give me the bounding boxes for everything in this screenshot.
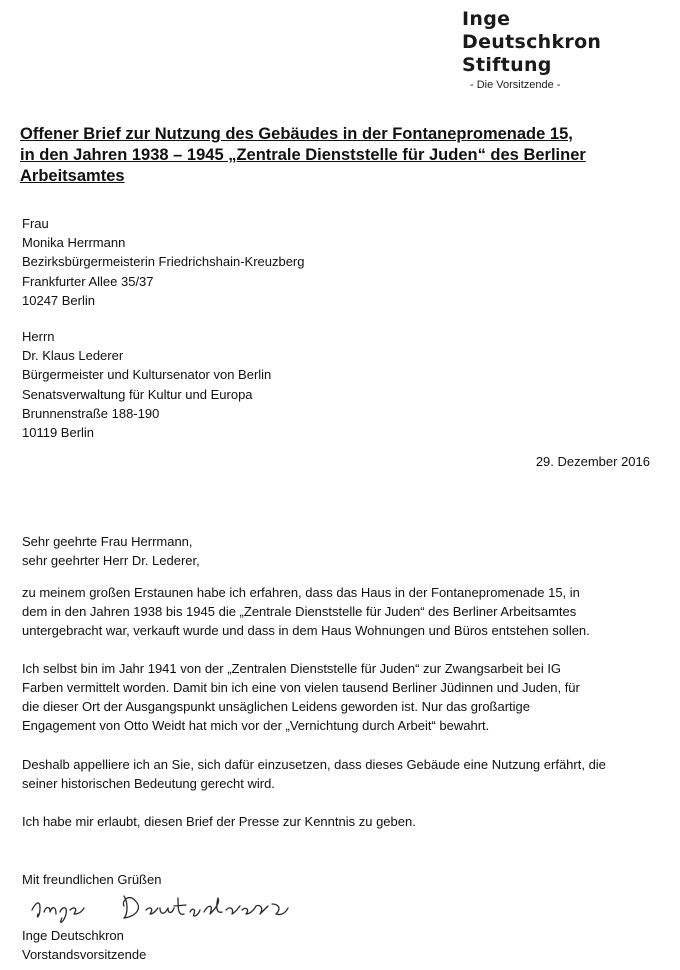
subject-line: in den Jahren 1938 – 1945 „Zentrale Dienststelle für Juden“ des Berliner <box>20 146 586 164</box>
paragraph-line: untergebracht war, verkauft wurde und dass in dem Haus Wohnungen und Büros entstehen sollen. <box>22 623 590 638</box>
body-paragraph-2 <box>22 659 652 735</box>
signer-block <box>22 926 146 964</box>
subject-line: Offener Brief zur Nutzung des Gebäudes in der Fontanepromenade 15, <box>20 125 573 143</box>
recipient-address-2 <box>22 327 271 442</box>
paragraph-line: Farben vermittelt worden. Damit bin ich eine von vielen tausend Berliner Jüdinnen und Juden, für <box>22 680 580 695</box>
subject-line: Arbeitsamtes <box>20 167 125 185</box>
paragraph-line: Deshalb appelliere ich an Sie, sich dafür einzusetzen, dass dieses Gebäude eine Nutzung erfährt, die <box>22 757 606 772</box>
paragraph-line: dem in den Jahren 1938 bis 1945 die „Zentrale Dienststelle für Juden“ des Berliner Arbeitsamtes <box>22 604 577 619</box>
letter-subject <box>20 124 660 187</box>
salutation-line: sehr geehrter Herr Dr. Lederer, <box>22 553 200 568</box>
salutation <box>22 532 200 570</box>
address-line: 10247 Berlin <box>22 292 95 308</box>
address-line: Frankfurter Allee 35/37 <box>22 273 154 289</box>
address-line: Dr. Klaus Lederer <box>22 348 124 364</box>
letter-date: 29. Dezember 2016 <box>535 454 650 469</box>
body-paragraph-4 <box>22 812 652 831</box>
address-line: Herrn <box>22 329 55 344</box>
paragraph-line: Engagement von Otto Weidt hat mich vor der „Vernichtung durch Arbeit“ bewahrt. <box>22 718 490 733</box>
closing-phrase: Mit freundlichen Grüßen <box>22 872 162 887</box>
signer-name: Inge Deutschkron <box>22 928 124 943</box>
paragraph-line: seiner historischen Bedeutung gerecht wird. <box>22 776 275 791</box>
address-line: Bürgermeister und Kultursenator von Berlin <box>22 367 272 383</box>
letterhead-name-line3: Stiftung <box>462 54 552 76</box>
letterhead-name-line2: Deutschkron <box>462 31 602 53</box>
address-line: Brunnenstraße 188-190 <box>22 405 160 421</box>
paragraph-line: die dieser Ort der Ausgangspunkt unsäglichen Leidens geworden ist. Nur das großartige <box>22 699 531 714</box>
address-line: Bezirksbürgermeisterin Friedrichshain-Kreuzberg <box>22 254 305 270</box>
body-paragraph-3 <box>22 755 652 793</box>
paragraph-line: Ich selbst bin im Jahr 1941 von der „Zentralen Dienststelle für Juden“ zur Zwangsarbeit bei IG <box>22 661 562 676</box>
recipient-address-1 <box>22 214 305 310</box>
handwritten-signature <box>28 888 298 928</box>
paragraph-line: zu meinem großen Erstaunen habe ich erfahren, dass das Haus in der Fontanepromenade 15, in <box>22 585 580 600</box>
address-line: 10119 Berlin <box>22 425 95 441</box>
body-paragraph-1 <box>22 583 652 640</box>
letterhead <box>462 8 601 91</box>
signer-title: Vorstandsvorsitzende <box>22 947 147 962</box>
paragraph-line: Ich habe mir erlaubt, diesen Brief der Presse zur Kenntnis zu geben. <box>22 814 416 829</box>
address-line: Frau <box>22 216 49 231</box>
address-line: Senatsverwaltung für Kultur und Europa <box>22 386 253 402</box>
salutation-line: Sehr geehrte Frau Herrmann, <box>22 534 193 549</box>
letterhead-subtitle: - Die Vorsitzende - <box>470 79 561 91</box>
letterhead-name-line1: Inge <box>462 8 511 30</box>
address-line: Monika Herrmann <box>22 235 126 251</box>
